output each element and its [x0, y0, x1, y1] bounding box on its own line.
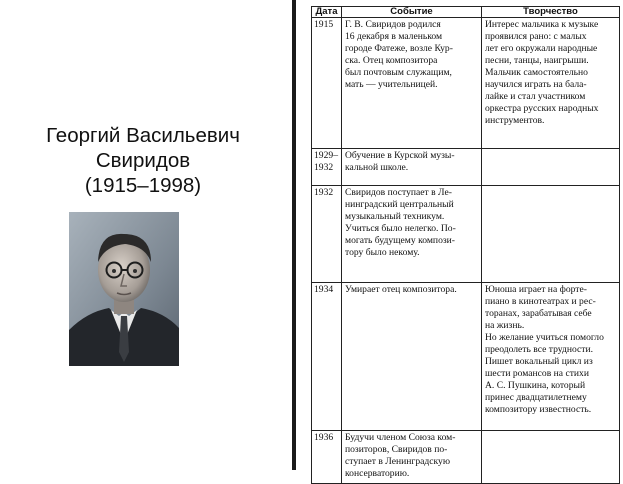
- work-cell-line: лайке и стал участником: [485, 91, 586, 102]
- work-cell-line: научился играть на бала-: [485, 79, 587, 90]
- work-cell-line: шести романсов на стихи: [485, 368, 589, 379]
- left-page: [0, 0, 292, 470]
- table-row: [312, 18, 620, 149]
- event-cell-line: Будучи членом Союза ком-: [345, 432, 456, 443]
- work-cell-line: пиано в кинотеатрах и рес-: [485, 296, 596, 307]
- work-cell-line: преодолеть все трудности.: [485, 344, 593, 355]
- table-row: [312, 149, 620, 186]
- table-row: [312, 186, 620, 283]
- date-cell-line: 1936: [314, 432, 334, 443]
- work-cell: [482, 18, 620, 149]
- date-cell-line: 1915: [314, 19, 334, 30]
- event-cell-line: городе Фатеже, возле Кур-: [345, 43, 453, 54]
- event-cell-line: нинградский центральный: [345, 199, 454, 210]
- event-cell-line: позиторов, Свиридов по-: [345, 444, 448, 455]
- work-cell-line: Мальчик самостоятельно: [485, 67, 588, 78]
- chronology-table: [311, 6, 620, 484]
- event-cell-line: кальной школе.: [345, 162, 409, 173]
- date-cell-line: 1934: [314, 284, 334, 295]
- event-cell: [342, 431, 482, 484]
- event-cell-line: музыкальный техникум.: [345, 211, 445, 222]
- work-cell-line: А. С. Пушкина, который: [485, 380, 586, 391]
- event-cell-line: консерваторию.: [345, 468, 410, 479]
- event-cell-line: 16 декабря в маленьком: [345, 31, 443, 42]
- event-cell-line: ступает в Ленинградскую: [345, 456, 451, 467]
- work-cell-line: песни, танцы, наигрыши.: [485, 55, 589, 66]
- work-cell-line: Пишет вокальный цикл из: [485, 356, 593, 367]
- date-cell: [312, 18, 342, 149]
- header-event: Событие: [342, 7, 482, 18]
- event-cell-line: Учиться было нелегко. По-: [345, 223, 456, 234]
- date-cell-line: 1929–: [314, 150, 338, 161]
- event-cell: [342, 283, 482, 431]
- work-cell: [482, 149, 620, 186]
- event-cell-line: Свиридов поступает в Ле-: [345, 187, 452, 198]
- event-cell-line: тору было некому.: [345, 247, 420, 258]
- work-cell: [482, 431, 620, 484]
- work-cell-line: Но желание учиться помогло: [485, 332, 604, 343]
- date-cell: [312, 186, 342, 283]
- work-cell: [482, 283, 620, 431]
- date-cell: [312, 431, 342, 484]
- table-body: [312, 18, 620, 484]
- work-cell-line: оркестра русских народных: [485, 103, 599, 114]
- work-cell-line: композитору известность.: [485, 404, 592, 415]
- work-cell-line: торанах, зарабатывая себе: [485, 308, 592, 319]
- event-cell-line: Умирает отец композитора.: [345, 284, 457, 295]
- event-cell-line: Обучение в Курской музы-: [345, 150, 455, 161]
- composer-portrait: [69, 212, 179, 366]
- event-cell-line: ска. Отец композитора: [345, 55, 438, 66]
- composer-title: [12, 123, 274, 198]
- title-line-years: (1915–1998): [84, 174, 202, 197]
- event-cell-line: мать — учительницей.: [345, 79, 438, 90]
- header-work: Творчество: [482, 7, 620, 18]
- header-date: Дата: [312, 7, 342, 18]
- date-cell: [312, 283, 342, 431]
- event-cell-line: могать будущему компози-: [345, 235, 455, 246]
- work-cell-line: на жизнь.: [485, 320, 525, 331]
- work-cell-line: проявился рано: с малых: [485, 31, 587, 42]
- table-header-row: [312, 7, 620, 18]
- work-cell: [482, 186, 620, 283]
- work-cell-line: Интерес мальчика к музыке: [485, 19, 599, 30]
- work-cell-line: Юноша играет на форте-: [485, 284, 587, 295]
- work-cell-line: инструментов.: [485, 115, 545, 126]
- title-line-surname: Свиридов: [95, 149, 191, 172]
- date-cell-line: 1932: [314, 162, 334, 173]
- event-cell: [342, 149, 482, 186]
- event-cell: [342, 186, 482, 283]
- table-row: [312, 431, 620, 484]
- event-cell-line: Г. В. Свиридов родился: [345, 19, 441, 30]
- work-cell-line: принес двадцатилетнему: [485, 392, 587, 403]
- title-line-name: Георгий Васильевич: [46, 124, 240, 147]
- date-cell-line: 1932: [314, 187, 334, 198]
- table-row: [312, 283, 620, 431]
- event-cell-line: был почтовым служащим,: [345, 67, 452, 78]
- work-cell-line: лет его окружали народные: [485, 43, 598, 54]
- event-cell: [342, 18, 482, 149]
- date-cell: [312, 149, 342, 186]
